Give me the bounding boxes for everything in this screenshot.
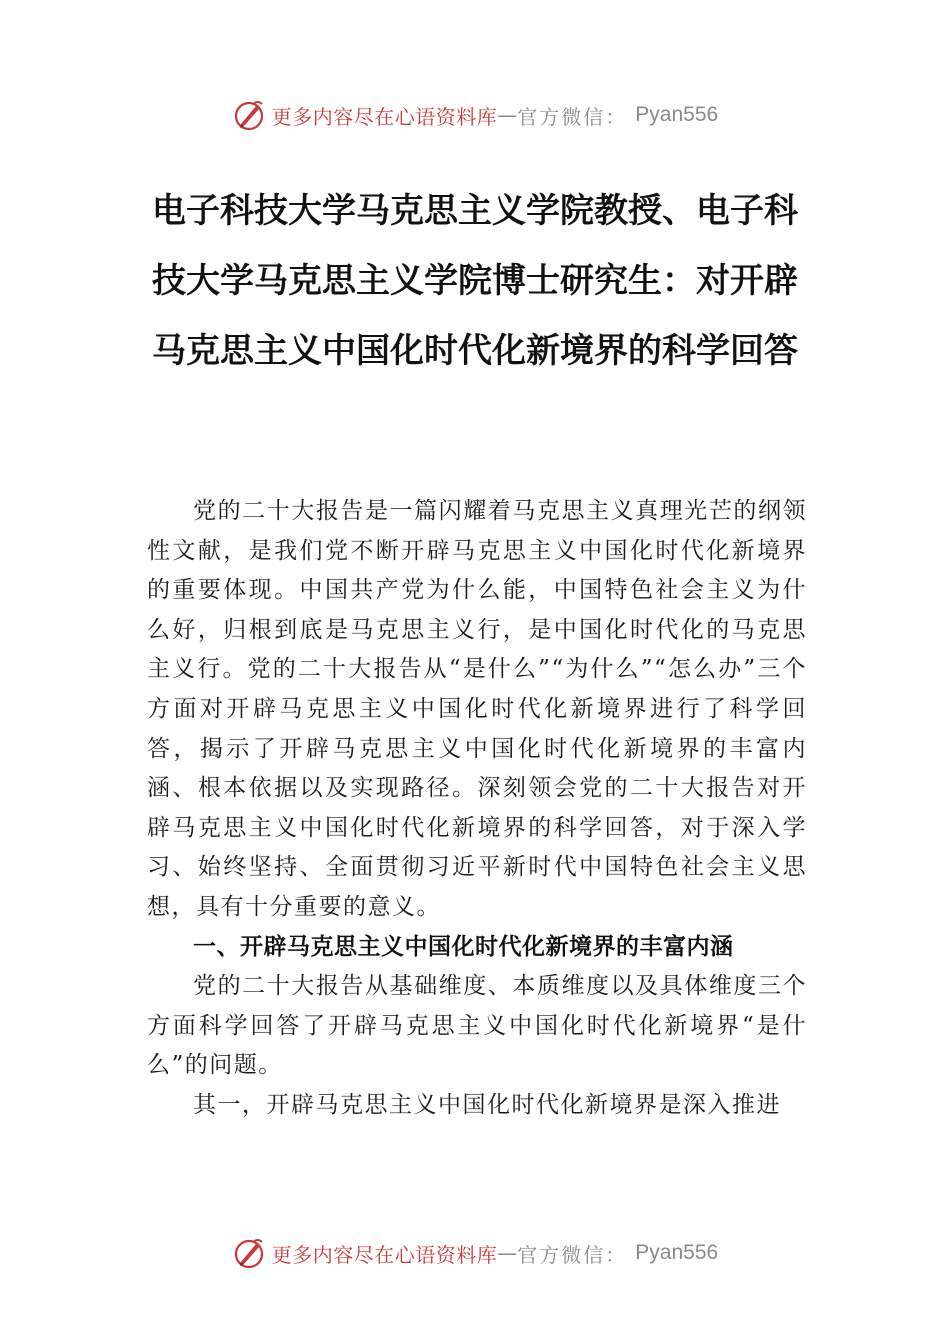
pen-logo-icon bbox=[232, 1236, 266, 1270]
document-title: 电子科技大学马克思主义学院教授、电子科技大学马克思主义学院博士研究生：对开辟马克思主义中国化时代化新境界的科学回答 bbox=[152, 191, 798, 371]
watermark-dash: — bbox=[497, 1241, 518, 1265]
paragraph-point-1: 其一，开辟马克思主义中国化时代化新境界是深入推进 bbox=[193, 1091, 781, 1118]
section-heading-1: 一、开辟马克思主义中国化时代化新境界的丰富内涵 bbox=[193, 933, 734, 960]
paragraph-section-1: 党的二十大报告从基础维度、本质维度以及具体维度三个方面科学回答了开辟马克思主义中国化时代化新境界“是什么”的问题。 bbox=[147, 973, 807, 1079]
watermark-label: 官方微信： bbox=[517, 104, 628, 129]
watermark-id: Pyan556 bbox=[635, 103, 719, 126]
document-body bbox=[147, 492, 807, 1126]
watermark-banner-bottom bbox=[0, 1233, 950, 1273]
pen-logo-icon bbox=[232, 98, 266, 132]
watermark-label: 官方微信： bbox=[517, 1242, 628, 1267]
watermark-dash: — bbox=[497, 103, 518, 127]
watermark-text: 更多内容尽在心语资料库 bbox=[271, 1242, 498, 1267]
watermark-banner-top bbox=[0, 95, 950, 135]
paragraph-intro: 党的二十大报告是一篇闪耀着马克思主义真理光芒的纲领性文献，是我们党不断开辟马克思主义中国化时代化新境界的重要体现。中国共产党为什么能，中国特色社会主义为什么好，归根到底是马克思主义行，是中国化时代化的马克思主义行。党的二十大报告从“是什么”“为什么”“怎么办”三个方面对开辟马克思主义中国化时代化新境界进行了科学回答，揭示了开辟马克思主义中国化时代化新境界的丰富内涵、根本依据以及实现路径。深刻领会党的二十大报告对开辟马克思主义中国化时代化新境界的科学回答，对于深入学习、始终坚持、全面贯彻习近平新时代中国特色社会主义思想，具有十分重要的意义。 bbox=[147, 498, 807, 920]
watermark-text: 更多内容尽在心语资料库 bbox=[271, 104, 498, 129]
watermark-id: Pyan556 bbox=[635, 1241, 719, 1264]
